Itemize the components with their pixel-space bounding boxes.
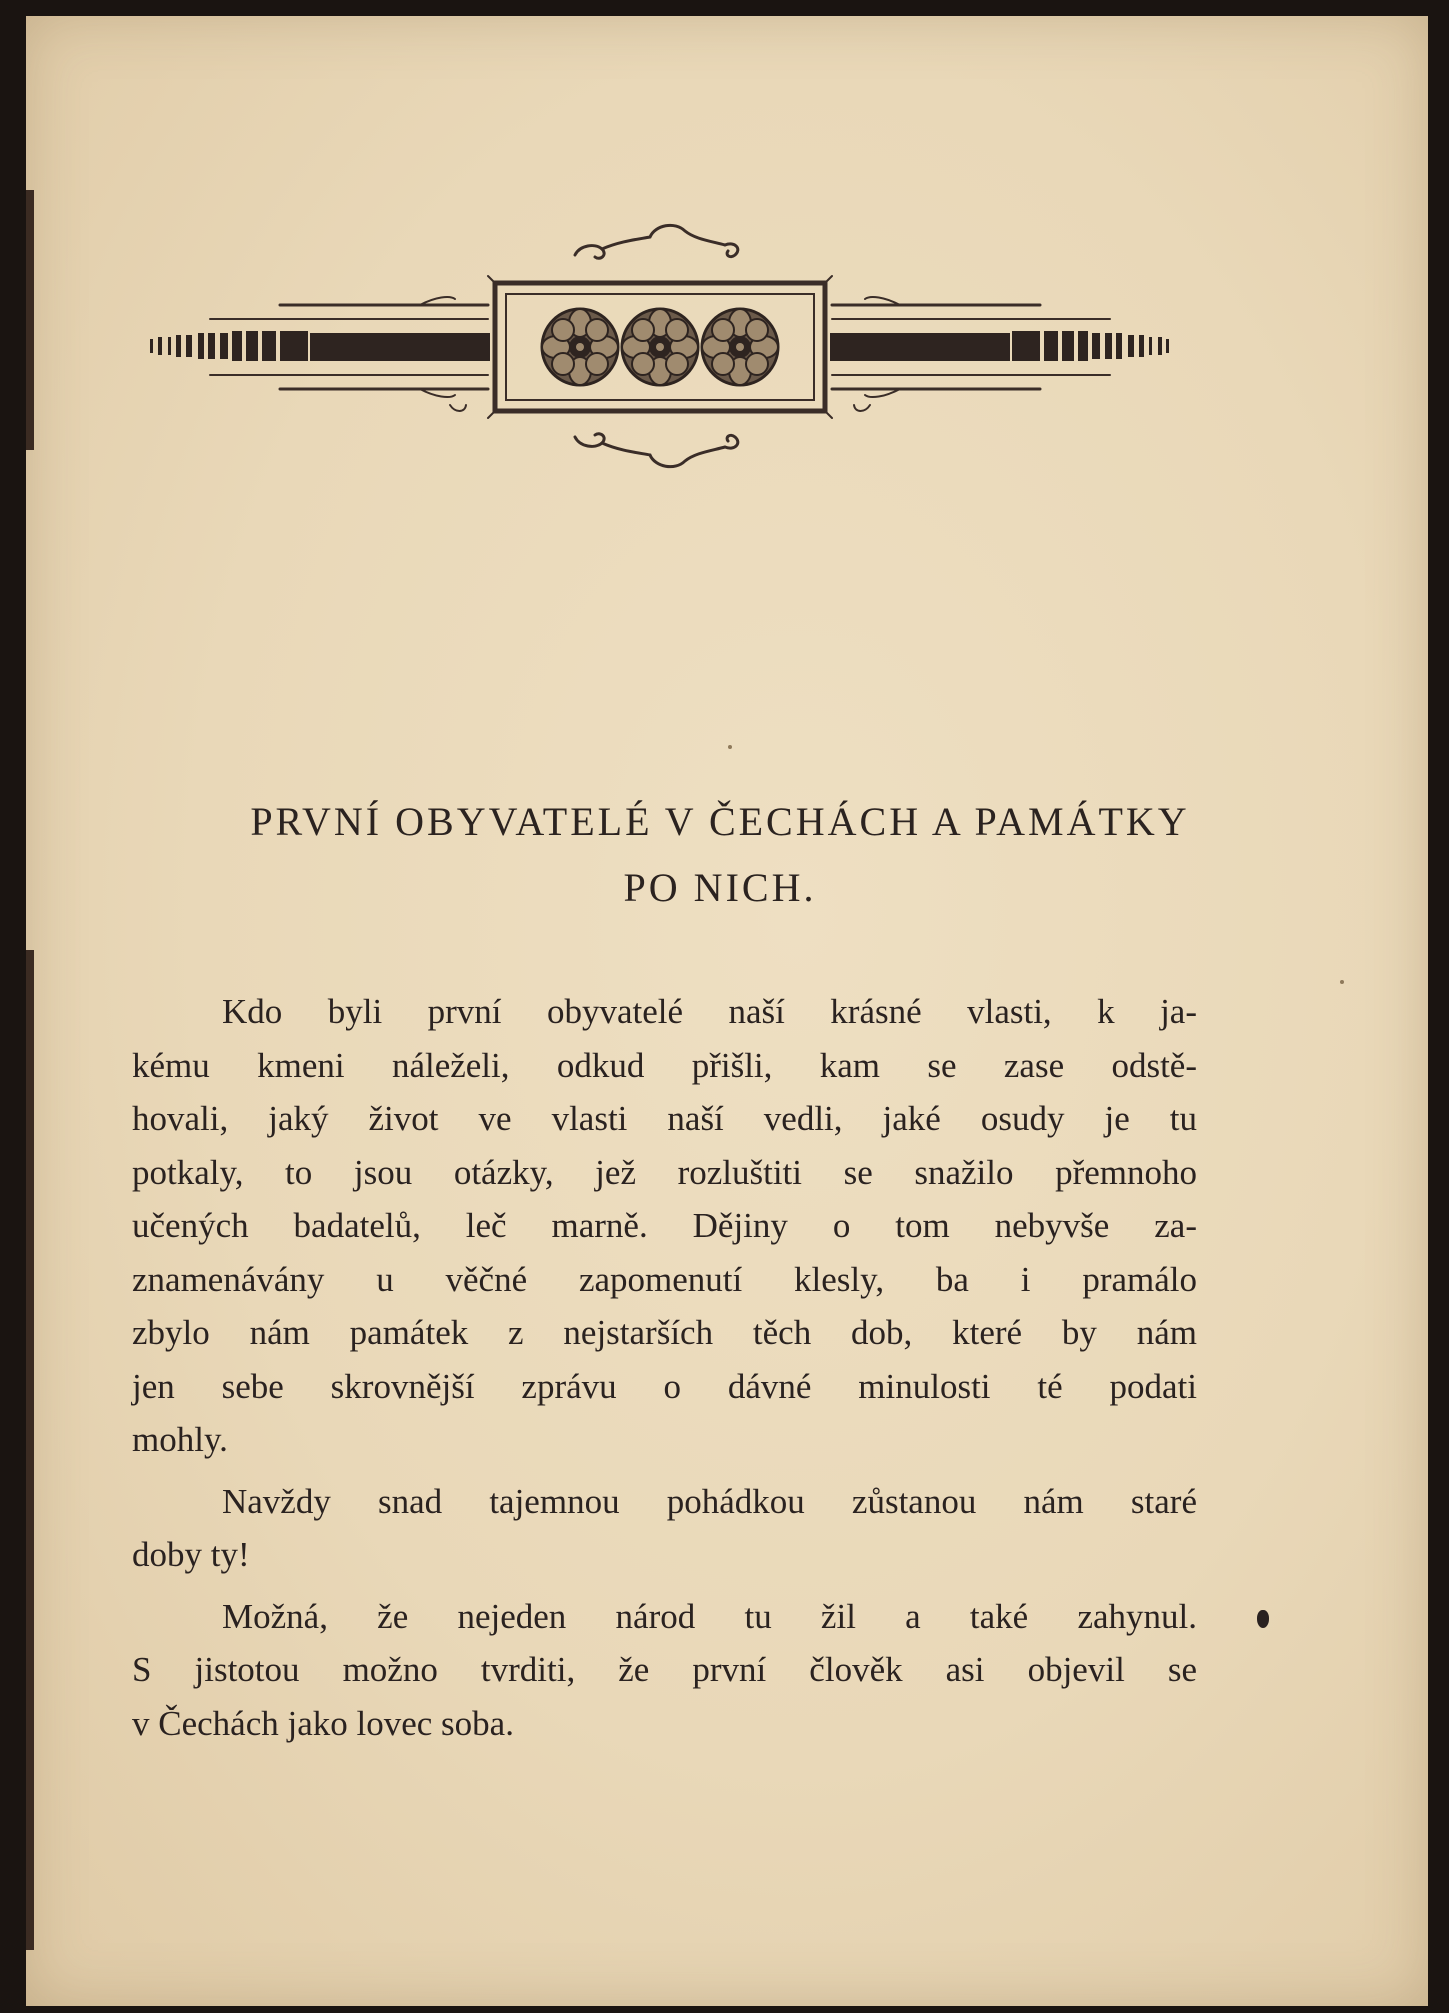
text-line: S jistotou možno tvrditi, že první člověk asi objevil se xyxy=(132,1650,1197,1689)
paragraph-3 xyxy=(132,1590,1197,1751)
text-line: Kdo byli první obyvatelé naší krásné vlasti, k ja- xyxy=(222,992,1197,1031)
text-line: kému kmeni náleželi, odkud přišli, kam se zase odstě- xyxy=(132,1045,1197,1085)
text-line: Navždy snad tajemnou pohádkou zůstanou nám staré xyxy=(222,1481,1197,1521)
text-line: znamenávány u věčné zapomenutí klesly, ba i pramálo xyxy=(132,1259,1197,1299)
text-line: hovali, jaký život ve vlasti naší vedli, jaké osudy je tu xyxy=(132,1099,1197,1138)
paper-speck xyxy=(1340,980,1344,984)
paper-speck xyxy=(728,745,732,749)
paragraph-2 xyxy=(132,1475,1197,1582)
decorative-headpiece xyxy=(150,215,1170,485)
text-line: doby ty! xyxy=(132,1535,250,1574)
text-line: mohly. xyxy=(132,1420,228,1459)
text-line: učených badatelů, leč marně. Dějiny o tom nebyvše za- xyxy=(132,1206,1197,1245)
text-line: v Čechách jako lovec soba. xyxy=(132,1703,514,1743)
text-line: jen sebe skrovnější zprávu o dávné minulosti té podati xyxy=(132,1366,1197,1406)
ink-blot-mark xyxy=(1257,1610,1269,1628)
chapter-body xyxy=(132,985,1197,1758)
chapter-title-line-1: PRVNÍ OBYVATELÉ V ČECHÁCH A PAMÁTKY xyxy=(250,799,1190,844)
chapter-title-line-2: PO NICH. xyxy=(623,865,817,910)
binding-edge-bottom xyxy=(26,950,34,1950)
binding-edge-top xyxy=(26,190,34,450)
paragraph-1 xyxy=(132,985,1197,1467)
text-line: zbylo nám památek z nejstarších těch dob, které by nám xyxy=(132,1313,1197,1352)
text-line: Možná, že nejeden národ tu žil a také zahynul. xyxy=(222,1596,1197,1636)
text-line: potkaly, to jsou otázky, jež rozluštiti se snažilo přemnoho xyxy=(132,1152,1197,1192)
